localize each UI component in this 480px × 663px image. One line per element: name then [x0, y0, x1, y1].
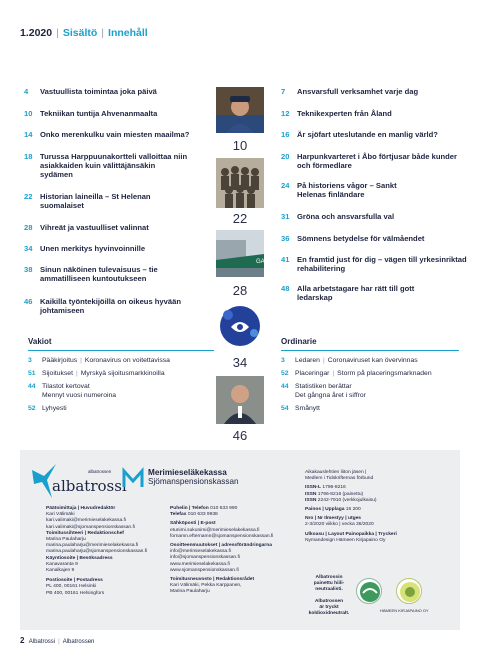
albatrossi-logo: albatrossen albatrossi	[30, 462, 120, 500]
regular-item[interactable]: 3 Ledaren | Coronaviruset kan övervinnas	[281, 357, 418, 364]
toc-entry[interactable]: 22 Historian laineilla – St Helenan suomalaiset	[24, 192, 151, 210]
issue-number: 1.2020	[20, 27, 53, 39]
email-link[interactable]: info@sjomanspensionskassan.fi	[170, 555, 240, 561]
carbon-neutral-note: Albatrossin painettu hiili- neutraalisti. Albatrossen är tryckt koldioxidneutralt.	[308, 575, 350, 617]
regular-item-sub: Det gångna året i siffror	[295, 392, 366, 399]
hameen-kirjapaino-icon	[396, 578, 422, 604]
photo-caption: 10	[232, 138, 248, 153]
colophon-col-1: Päätoimittaja | Huvudredaktör Kari Välimäki kari.valimaki@merimieselakekassa.fi kari.valimaki@sjomanspensionskassan.fi Toimitussihteeri | Redaktionschef Marina Paulaharju marina.paulaharju@merimieselakekassa.fi marina.paulaharju@sjomanspensionskassan.fi Käyntiosoite | Besöksadress Kanavaranta 9 Kanalkajen 9 Postiosoite | Postadress PL 400, 00161 Helsinki PB 400, 00161 Helsingfors	[46, 506, 156, 597]
photo-portrait-captain[interactable]	[216, 87, 264, 133]
merimieselakekassa-logo: Merimieseläkekassa Sjömanspensionskassan	[122, 467, 272, 497]
toc-entry[interactable]: 18 Turussa Harppuunakortteli valloittaa niin asiakkaiden kuin välittäjänsäkin sydämen	[24, 152, 188, 179]
svg-text:GAS: GAS	[256, 259, 269, 265]
section-title-ordinarie: Ordinarie	[281, 337, 317, 346]
divider	[28, 350, 214, 351]
photo-caption: 28	[232, 283, 248, 298]
toc-entry[interactable]: 12 Teknikexperten från Åland	[281, 109, 392, 118]
toc-entry[interactable]: 4 Vastuullista toimintaa joka päivä	[24, 87, 157, 96]
photo-sleep-illustration[interactable]	[216, 303, 264, 349]
regular-item[interactable]: 52 Lyhyesti	[28, 405, 67, 412]
toc-entry[interactable]: 28 Vihreät ja vastuulliset valinnat	[24, 223, 149, 232]
regular-item[interactable]: 52 Placeringar | Storm på placeringsmarknaden	[281, 370, 432, 377]
web-link[interactable]: www.sjomanspensionskassan.fi	[170, 567, 239, 573]
page-footer: 2 Albatrossi | Albatrossen	[20, 636, 95, 645]
photo-caption: 46	[232, 428, 248, 443]
regular-item[interactable]: 54 Smånytt	[281, 405, 320, 412]
toc-entry[interactable]: 20 Harpunkvarteret i Åbo förtjusar både kunder och förmedlare	[281, 152, 457, 170]
toc-entry[interactable]: 24 På historiens vågor – Sankt Helenas finländare	[281, 181, 397, 199]
regular-item[interactable]: 51 Sijoitukset | Myrskyä sijoitusmarkkinoilla	[28, 370, 165, 377]
email-link[interactable]: marina.paulaharju@sjomanspensionskassan.fi	[46, 549, 148, 555]
photo-historic-group[interactable]	[216, 158, 264, 208]
toc-entry[interactable]: 36 Sömnens betydelse för välmåendet	[281, 234, 425, 243]
regular-item[interactable]: 44 Statistiken berättar	[281, 383, 352, 390]
email-link[interactable]: marina.paulaharju@merimieselakekassa.fi	[46, 543, 139, 549]
toc-entry[interactable]: 14 Onko merenkulku vain miesten maailma?	[24, 130, 190, 139]
issue-header: 1.2020 | Sisältö | Innehåll	[20, 27, 148, 39]
regular-item-sub: Mennyt vuosi numeroina	[42, 392, 117, 399]
section-title-vakiot: Vakiot	[28, 337, 52, 346]
web-link[interactable]: www.merimieselakekassa.fi	[170, 561, 230, 567]
divider	[281, 350, 459, 351]
toc-entry[interactable]: 7 Ansvarsfull verksamhet varje dag	[281, 87, 419, 96]
toc-entry[interactable]: 38 Sinun näköinen tulevaisuus – tie ammatilliseen kuntoutukseen	[24, 265, 158, 283]
email-link[interactable]: info@merimieselakekassa.fi	[170, 549, 231, 555]
page-number: 2	[20, 636, 25, 645]
toc-entry[interactable]: 31 Gröna och ansvarsfulla val	[281, 212, 395, 221]
photo-caption: 22	[232, 211, 248, 226]
photo-portrait-man[interactable]	[216, 376, 264, 424]
printer-name: HÄMEEN KIRJAPAINO OY	[380, 608, 429, 613]
regular-item[interactable]: 3 Pääkirjoitus | Koronavirus on voitettavissa	[28, 357, 170, 364]
toc-entry[interactable]: 46 Kaikilla työntekijöillä on oikeus hyvään johtamiseen	[24, 297, 181, 315]
contents-fi: Sisältö	[62, 27, 98, 39]
colophon-col-2: Puhelin | Telefon 010 633 990 Telefax 010 633 9938 Sähköposti | E-post etunimi.sukunimi@merimieselakekassa.fi fornamn.efternamn@sjomanspensionskassan.fi Osoitteenmuutokset | adressförändringarna info@merimieselakekassa.fi info@sjomanspensionskassan.fi www.merimieselakekassa.fi www.sjomanspensionskassan.fi Toimitusneuvosto | Redaktionsrådet Kari Välimäki, Pekka Karppanen, Marina Paulaharju	[170, 506, 300, 596]
ecolabel-icon	[356, 578, 382, 604]
toc-entry[interactable]: 48 Alla arbetstagare har rätt till gott ledarskap	[281, 284, 415, 302]
colophon-col-3: Aikakauslehtien liiton jäsen | Medlem i Tidskrifternas förbund ISSN-L 1796-8216 ISSN 1796-8216 (painettu) ISSN 2242-7910 (verkkojulkaisu) Painos | Upplaga 15 200 Nro | Nr Ilmestyy | utges 2-3/2020 viikko | vecka 36/2020 Ulkoasu | Layout Painopaikka | Tryckeri Nymandesign Hämeen Kirjapaino Oy	[305, 470, 397, 543]
contents-sv: Innehåll	[108, 27, 148, 39]
toc-entry[interactable]: 10 Tekniikan tuntija Ahvenanmaalta	[24, 109, 158, 118]
photo-ship[interactable]	[216, 230, 269, 277]
toc-entry[interactable]: 34 Unen merkitys hyvinvoinnille	[24, 244, 146, 253]
toc-entry[interactable]: 41 En framtid just för dig – vägen till yrkesinriktad rehabilitering	[281, 255, 467, 273]
toc-entry[interactable]: 16 Är sjöfart uteslutande en manlig värld?	[281, 130, 438, 139]
regular-item[interactable]: 44 Tilastot kertovat	[28, 383, 90, 390]
email-link[interactable]: kari.valimaki@sjomanspensionskassan.fi	[46, 524, 135, 530]
mek-mark-icon	[122, 467, 144, 489]
email-link[interactable]: kari.valimaki@merimieselakekassa.fi	[46, 518, 126, 524]
photo-caption: 34	[232, 355, 248, 370]
